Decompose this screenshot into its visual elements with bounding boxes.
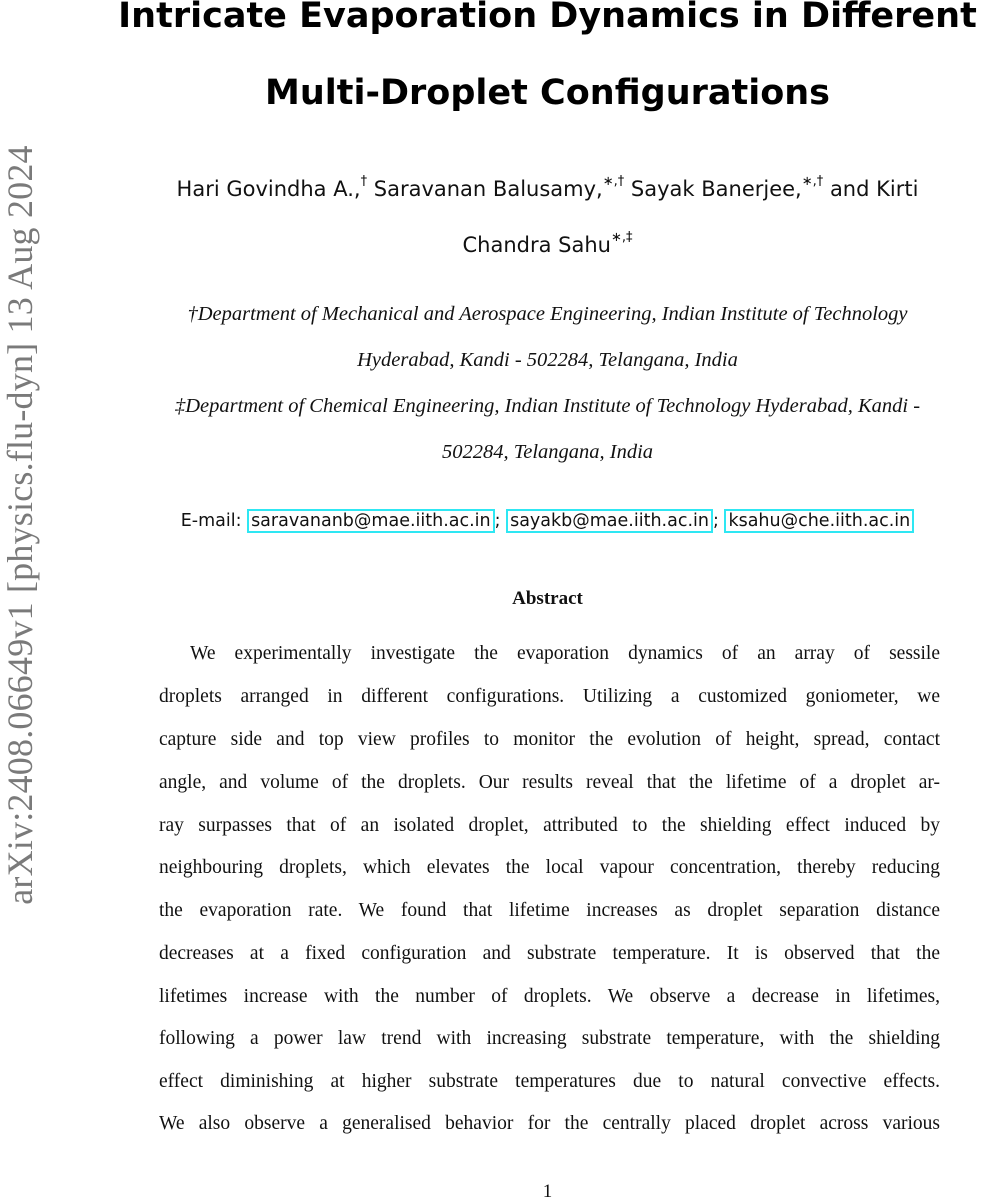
arxiv-identifier [0,120,41,930]
author-affiliation-mark: ∗,‡ [610,230,633,245]
abstract-line: decreases at a fixed configuration and substrate temperature. It is observed that the [159,943,940,964]
author-list-line-1 [100,175,988,203]
affiliation-line-2: Hyderabad, Kandi - 502284, Telangana, India [357,349,738,371]
email-link-ksahu[interactable]: ksahu@che.iith.ac.in [724,509,914,533]
paper-title-line-1: Intricate Evaporation Dynamics in Different [118,0,977,36]
affiliation-line-3: ‡Department of Chemical Engineering, Indian Institute of Technology Hyderabad, Kandi - [174,395,921,417]
email-separator: ; [494,511,507,531]
abstract-line: the evaporation rate. We found that lifetime increases as droplet separation distance [159,900,940,921]
email-separator: ; [712,511,725,531]
abstract-line: We experimentally investigate the evaporation dynamics of an array of sessile [190,643,940,664]
author-name: Hari Govindha A., [176,177,361,201]
author-list-line-2 [100,231,988,259]
author-affiliation-mark: † [360,174,368,189]
email-link-sayakb[interactable]: sayakb@mae.iith.ac.in [506,509,713,533]
page-number: 1 [542,1181,553,1202]
author-affiliation-mark: ∗,† [801,174,824,189]
abstract-line: neighbouring droplets, which elevates the local vapour concentration, thereby reducing [159,857,940,878]
affiliation-line-1: †Department of Mechanical and Aerospace Engineering, Indian Institute of Technology [187,303,908,325]
abstract-line: capture side and top view profiles to monitor the evolution of height, spread, contact [159,729,940,750]
email-line [100,508,988,534]
email-label: E-mail: [180,511,248,531]
author-name: Sayak Banerjee, [624,177,802,201]
abstract-line: effect diminishing at higher substrate temperatures due to natural convective effects. [159,1071,940,1092]
abstract-line: angle, and volume of the droplets. Our results reveal that the lifetime of a droplet ar- [159,772,940,793]
abstract-line: ray surpasses that of an isolated droplet, attributed to the shielding effect induced by [159,815,940,836]
abstract-line: We also observe a generalised behavior for the centrally placed droplet across various [159,1113,940,1134]
author-name: Saravanan Balusamy, [367,177,603,201]
author-name: and Kirti [823,177,919,201]
affiliation-line-4: 502284, Telangana, India [441,441,654,463]
abstract-line: droplets arranged in different configurations. Utilizing a customized goniometer, we [159,686,940,707]
arxiv-identifier-text: arXiv:2408.06649v1 [physics.flu-dyn] 13 Aug 2024 [0,145,41,905]
author-affiliation-mark: ∗,† [602,174,625,189]
paper-title-line-2: Multi-Droplet Configurations [264,73,831,113]
abstract-line: lifetimes increase with the number of droplets. We observe a decrease in lifetimes, [159,986,940,1007]
author-name: Chandra Sahu [462,233,611,257]
email-link-saravananb[interactable]: saravananb@mae.iith.ac.in [247,509,495,533]
abstract-heading: Abstract [512,588,583,609]
abstract-line: following a power law trend with increasing substrate temperature, with the shielding [159,1028,940,1049]
